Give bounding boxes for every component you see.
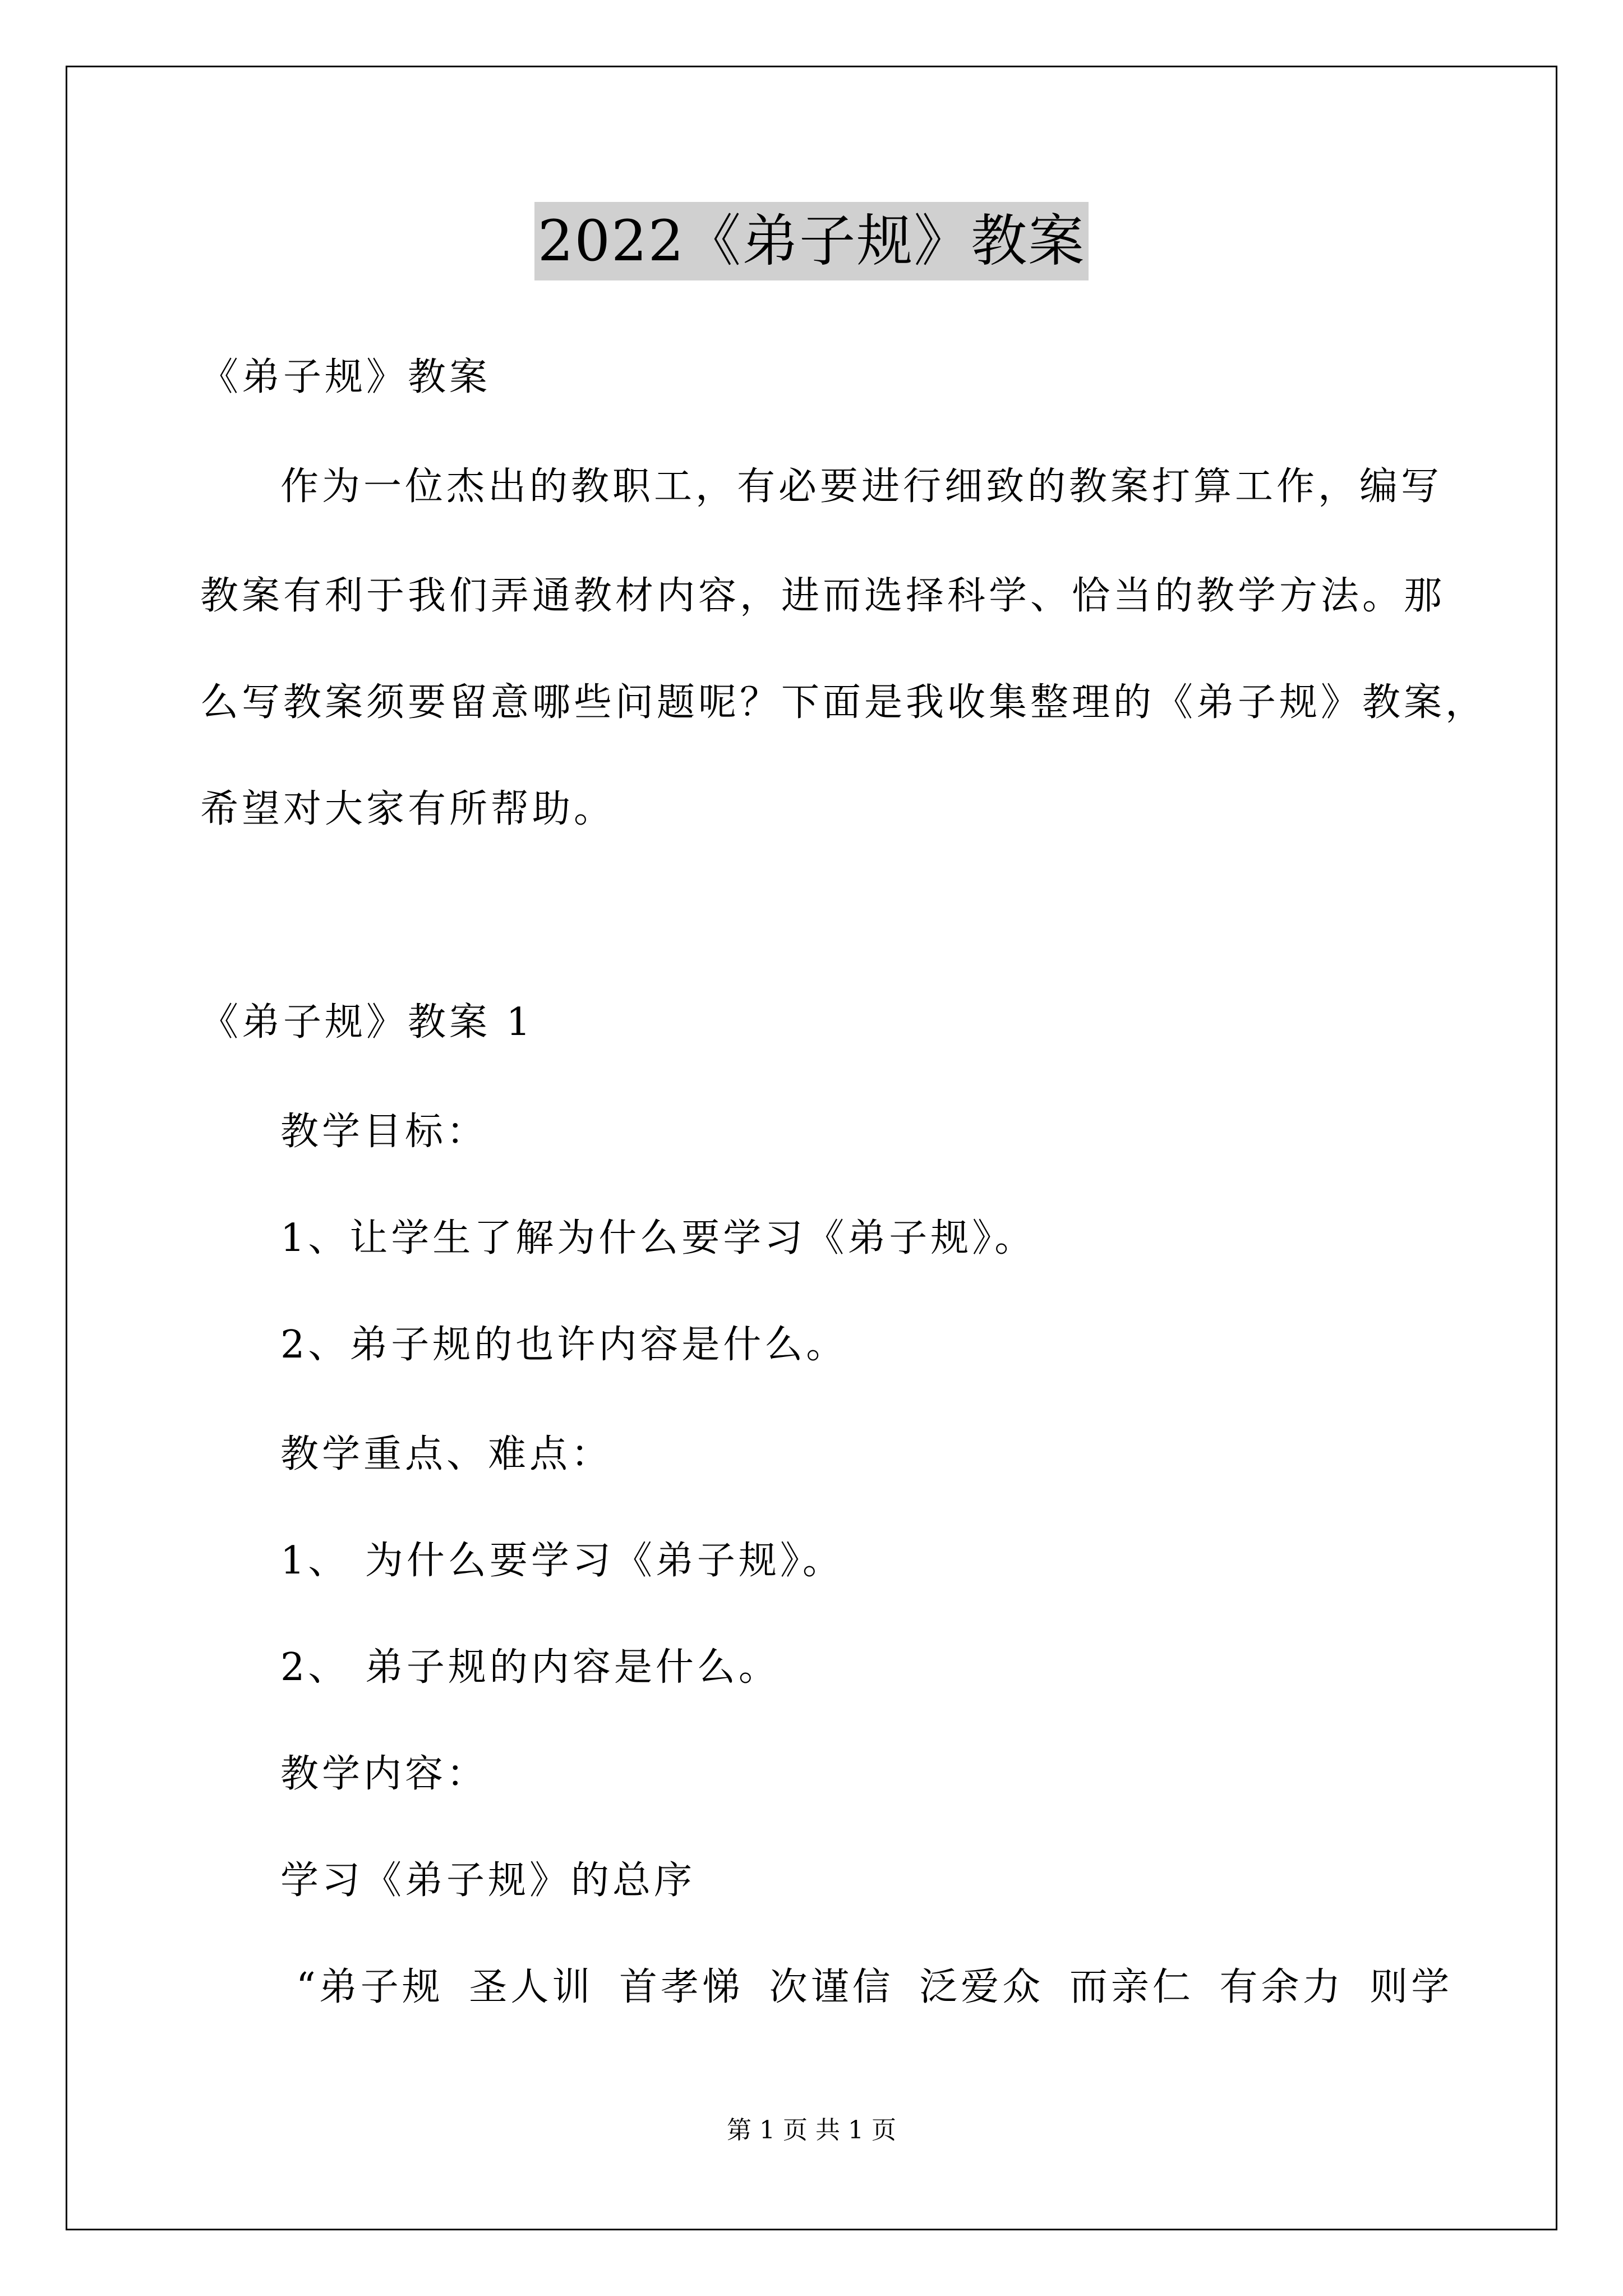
intro-line-2: 教案有利于我们弄通教材内容，进而选择科学、恰当的教学方法。那 xyxy=(200,574,1446,618)
page-footer: 第 1 页 共 1 页 xyxy=(727,2116,896,2145)
body-line-key-point-1: 1、 为什么要学习《弟子规》。 xyxy=(280,1539,844,1583)
intro-line-3: 么写教案须要留意哪些问题呢？下面是我收集整理的《弟子规》教案， xyxy=(200,680,1487,725)
intro-line-1: 作为一位杰出的教职工，有必要进行细致的教案打算工作，编写 xyxy=(280,464,1443,509)
body-line-preface: 学习《弟子规》的总序 xyxy=(280,1858,696,1903)
title-container xyxy=(0,202,1623,280)
body-line-objective-2: 2、弟子规的也许内容是什么。 xyxy=(280,1323,848,1367)
body-line-objective-1: 1、让学生了解为什么要学习《弟子规》。 xyxy=(280,1216,1036,1260)
body-line-objectives: 教学目标： xyxy=(280,1110,488,1154)
intro-line-4: 希望对大家有所帮助。 xyxy=(200,787,616,831)
body-line-quote: “弟子规 圣人训 首孝悌 次谨信 泛爱众 而亲仁 有余力 则学 xyxy=(296,1965,1453,2009)
body-line-key-points: 教学重点、难点： xyxy=(280,1432,613,1476)
section-heading: 《弟子规》教案 1 xyxy=(200,1000,534,1045)
document-title: 2022《弟子规》教案 xyxy=(534,202,1089,280)
subtitle: 《弟子规》教案 xyxy=(200,355,491,399)
body-line-content: 教学内容： xyxy=(280,1752,488,1796)
body-line-key-point-2: 2、 弟子规的内容是什么。 xyxy=(280,1645,780,1690)
